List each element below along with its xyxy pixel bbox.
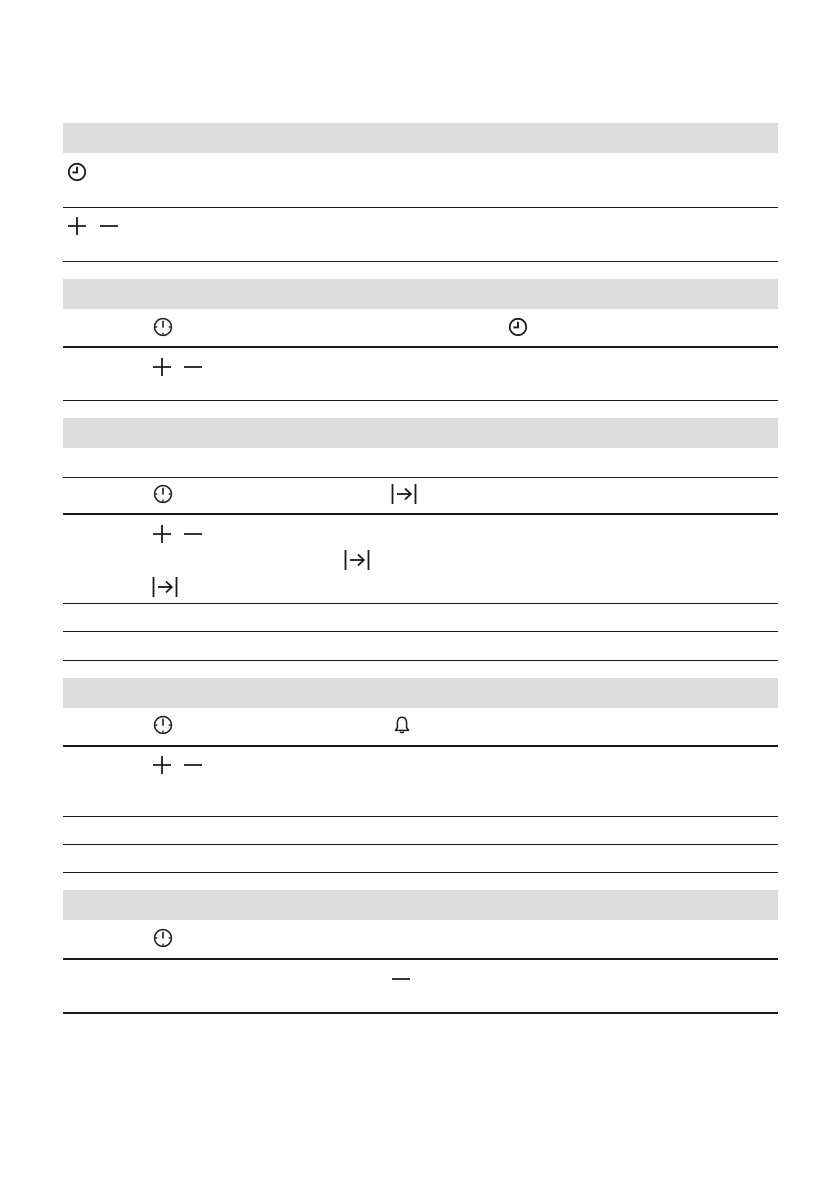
- row-divider: [63, 513, 778, 515]
- power-clock-icon: [153, 928, 173, 948]
- power-clock-icon: [153, 317, 173, 337]
- arrow-to-bar-icon: [344, 549, 370, 571]
- section-4-end-rule: [63, 872, 778, 873]
- section-4-header: [63, 678, 778, 708]
- row-divider: [63, 603, 778, 604]
- minus-icon: [183, 357, 203, 377]
- plus-icon: [152, 357, 172, 377]
- plus-icon: [152, 755, 172, 775]
- section-1-header: [63, 123, 778, 153]
- row-divider: [63, 958, 778, 960]
- minus-icon: [183, 524, 203, 544]
- row-divider: [63, 477, 778, 478]
- row-divider: [63, 745, 778, 747]
- minus-icon: [391, 969, 411, 989]
- row-divider: [63, 207, 778, 208]
- section-2-end-rule: [63, 400, 778, 401]
- section-2-header: [63, 279, 778, 309]
- plus-icon: [152, 524, 172, 544]
- section-5-end-rule: [63, 1012, 778, 1014]
- power-clock-icon: [153, 715, 173, 735]
- plus-icon: [67, 216, 87, 236]
- section-5-header: [63, 890, 778, 920]
- row-divider: [63, 816, 778, 817]
- row-divider: [63, 346, 778, 348]
- clock-icon: [67, 162, 87, 182]
- minus-icon: [99, 216, 119, 236]
- clock-icon: [508, 317, 528, 337]
- arrow-to-bar-icon: [152, 576, 178, 598]
- row-divider: [63, 844, 778, 845]
- power-clock-icon: [153, 484, 173, 504]
- bell-icon: [392, 715, 412, 735]
- section-3-header: [63, 418, 778, 448]
- arrow-to-bar-icon: [391, 483, 417, 505]
- section-3-end-rule: [63, 660, 778, 661]
- row-divider: [63, 631, 778, 632]
- section-1-end-rule: [63, 261, 778, 262]
- minus-icon: [183, 755, 203, 775]
